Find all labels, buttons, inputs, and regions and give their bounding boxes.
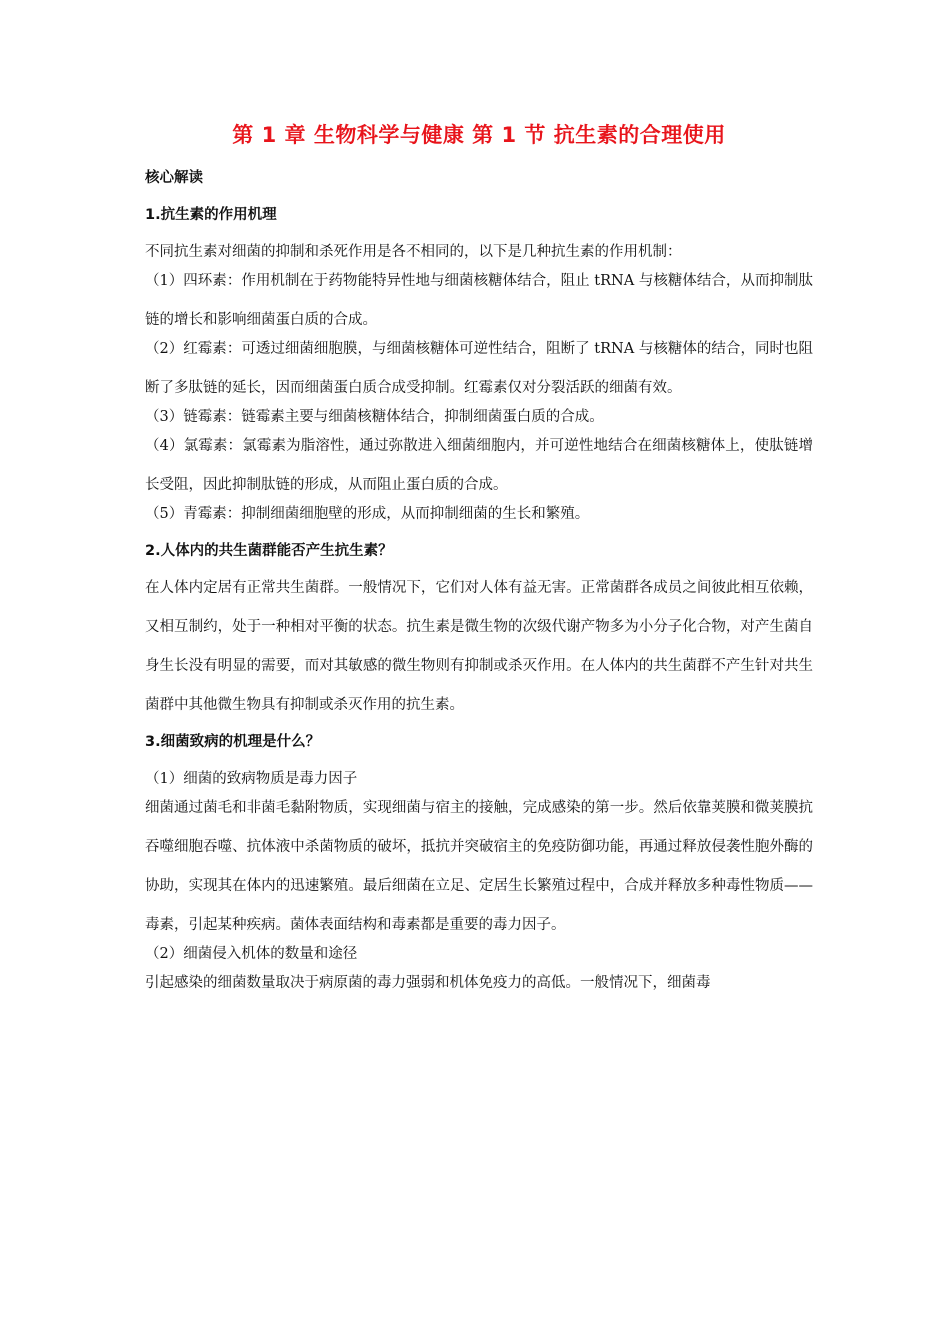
section-1-item-tetracycline: （1）四环素：作用机制在于药物能特异性地与细菌核糖体结合，阻止 tRNA 与核糖体结合，从而抑制肽链的增长和影响细菌蛋白质的合成。 bbox=[145, 273, 813, 328]
section-1-item-streptomycin: （3）链霉素：链霉素主要与细菌核糖体结合，抑制细菌蛋白质的合成。 bbox=[145, 409, 604, 425]
section-1-heading: 1.抗生素的作用机理 bbox=[145, 207, 277, 223]
section-2-body: 在人体内定居有正常共生菌群。一般情况下，它们对人体有益无害。正常菌群各成员之间彼此相互依赖，又相互制约，处于一种相对平衡的状态。抗生素是微生物的次级代谢产物多为小分子化合物，对产生菌自身生长没有明显的需要，而对其敏感的微生物则有抑制或杀灭作用。在人体内的共生菌群不产生针对共生菌群中其他微生物具有抑制或杀灭作用的抗生素。 bbox=[145, 580, 813, 713]
section-1-item-penicillin: （5）青霉素：抑制细菌细胞壁的形成，从而抑制细菌的生长和繁殖。 bbox=[145, 506, 590, 522]
core-reading-heading: 核心解读 bbox=[145, 170, 203, 186]
section-3-sub-1-body: 细菌通过菌毛和非菌毛黏附物质，实现细菌与宿主的接触，完成感染的第一步。然后依靠荚膜和微荚膜抗吞噬细胞吞噬、抗体液中杀菌物质的破坏，抵抗并突破宿主的免疫防御功能，再通过释放侵袭性胞外酶的协助，实现其在体内的迅速繁殖。最后细菌在立足、定居生长繁殖过程中，合成并释放多种毒性物质——毒素，引起某种疾病。菌体表面结构和毒素都是重要的毒力因子。 bbox=[145, 800, 813, 933]
section-3-sub-2-body: 引起感染的细菌数量取决于病原菌的毒力强弱和机体免疫力的高低。一般情况下，细菌毒 bbox=[145, 975, 711, 991]
section-3-heading: 3.细菌致病的机理是什么？ bbox=[145, 734, 321, 750]
section-3-sub-1-title: （1）细菌的致病物质是毒力因子 bbox=[145, 771, 358, 787]
section-1-item-chloramphenicol: （4）氯霉素：氯霉素为脂溶性，通过弥散进入细菌细胞内，并可逆性地结合在细菌核糖体上，使肽链增长受阻，因此抑制肽链的形成，从而阻止蛋白质的合成。 bbox=[145, 438, 813, 493]
document-title: 第 1 章 生物科学与健康 第 1 节 抗生素的合理使用 bbox=[232, 123, 726, 147]
section-1-intro: 不同抗生素对细菌的抑制和杀死作用是各不相同的，以下是几种抗生素的作用机制： bbox=[145, 244, 682, 260]
section-3-sub-2-title: （2）细菌侵入机体的数量和途径 bbox=[145, 946, 358, 962]
document-page bbox=[145, 118, 813, 1003]
section-1-item-erythromycin: （2）红霉素：可透过细菌细胞膜，与细菌核糖体可逆性结合，阻断了 tRNA 与核糖体的结合，同时也阻断了多肽链的延长，因而细菌蛋白质合成受抑制。红霉素仅对分裂活跃的细菌有效。 bbox=[145, 341, 813, 396]
section-2-heading: 2.人体内的共生菌群能否产生抗生素？ bbox=[145, 543, 393, 559]
